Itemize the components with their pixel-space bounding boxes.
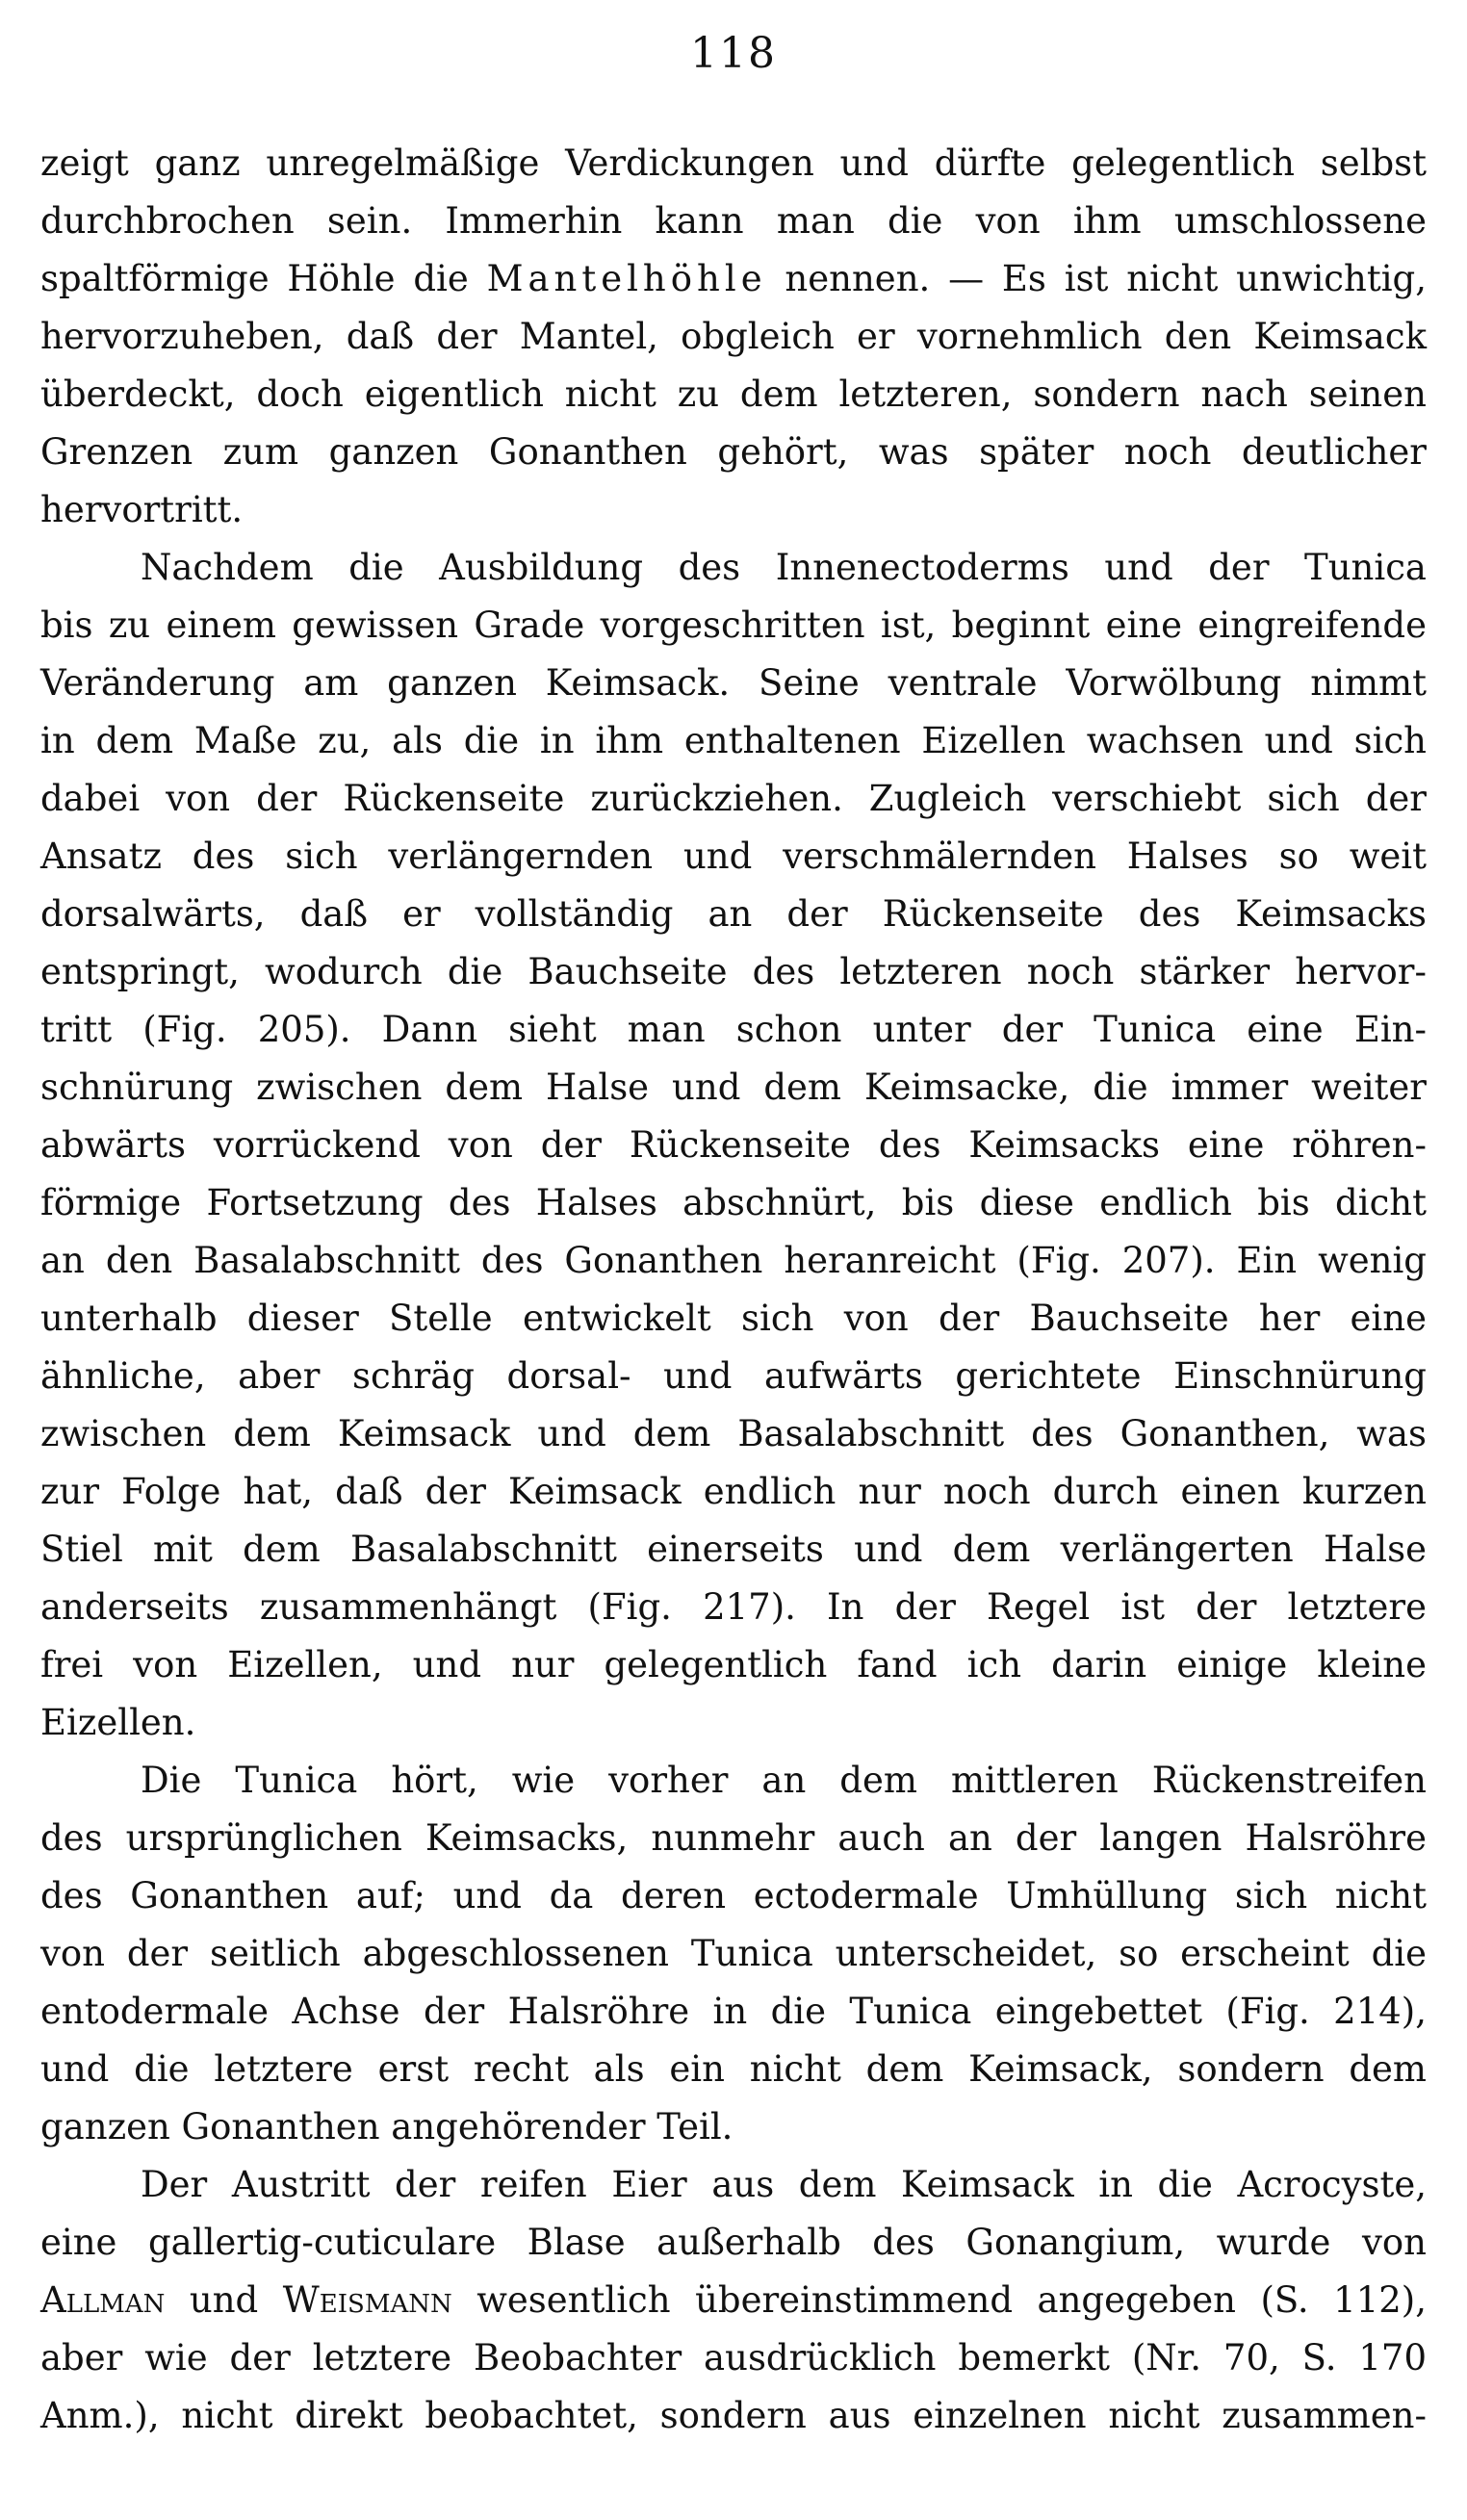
text-segment: spaltförmige Höhle die [40,258,487,299]
page-number: 118 [690,29,777,78]
text-line: förmige Fortsetzung des Halses abschnürt, bis diese endlich bis dicht [40,1182,1427,1223]
text-line [40,2272,1427,2329]
text-line [40,250,1427,308]
text-line: und die letztere erst recht als ein nicht dem Keimsack, sondern dem [40,2048,1427,2090]
text-line: dorsalwärts, daß er vollständig an der Rückenseite des Keimsacks [40,893,1427,935]
text-line: eine gallertig-cuticulare Blase außerhalb des Gonangium, wurde von [40,2222,1427,2263]
text-line: von der seitlich abgeschlossenen Tunica unterscheidet, so erscheint die [40,1933,1427,1974]
text-line: Anm.), nicht direkt beobachtet, sondern aus einzelnen nicht zusammen- [40,2395,1427,2436]
text-line: bis zu einem gewissen Grade vorgeschritten ist, beginnt eine eingreifende [40,604,1427,646]
text-line: überdeckt, doch eigentlich nicht zu dem letzteren, sondern nach seinen [40,373,1427,415]
author-name: Allman [40,2279,166,2321]
text-line: frei von Eizellen, und nur gelegentlich fand ich darin einige kleine [40,1644,1427,1685]
text-line: zwischen dem Keimsack und dem Basalabschnitt des Gonanthen, was [40,1413,1427,1454]
text-line: abwärts vorrückend von der Rückenseite des Keimsacks eine röhren- [40,1124,1427,1166]
text-line: schnürung zwischen dem Halse und dem Keimsacke, die immer weiter [40,1067,1427,1108]
text-line: hervortritt. [40,489,244,530]
text-line: Der Austritt der reifen Eier aus dem Keimsack in die Acrocyste, [141,2164,1427,2205]
text-line: entodermale Achse der Halsröhre in die Tunica eingebettet (Fig. 214), [40,1991,1427,2032]
text-line: Stiel mit dem Basalabschnitt einerseits und dem verlängerten Halse [40,1529,1427,1570]
text-segment: wesentlich übereinstimmend angegeben (S. 112), [451,2279,1427,2321]
text-line: ganzen Gonanthen angehörender Teil. [40,2106,734,2147]
text-line: aber wie der letztere Beobachter ausdrücklich bemerkt (Nr. 70, S. 170 [40,2337,1427,2379]
text-line: dabei von der Rückenseite zurückziehen. Zugleich verschiebt sich der [40,778,1427,819]
text-segment: und [165,2279,283,2321]
text-segment: nennen. — Es ist nicht unwichtig, [766,258,1427,299]
text-line: Die Tunica hört, wie vorher an dem mittleren Rückenstreifen [141,1760,1427,1801]
text-line: Nachdem die Ausbildung des Innenectoderms und der Tunica [141,547,1427,588]
text-line: tritt (Fig. 205). Dann sieht man schon unter der Tunica eine Ein- [40,1009,1427,1050]
text-line: durchbrochen sein. Immerhin kann man die von ihm umschlossene [40,200,1427,242]
text-line: entspringt, wodurch die Bauchseite des letzteren noch stärker hervor- [40,951,1427,992]
text-line: in dem Maße zu, als die in ihm enthaltenen Eizellen wachsen und sich [40,720,1427,761]
text-line: Eizellen. [40,1702,196,1743]
author-name: Weismann [282,2279,452,2321]
text-line: Ansatz des sich verlängernden und verschmälernden Halses so weit [40,836,1427,877]
text-line: Veränderung am ganzen Keimsack. Seine ventrale Vorwölbung nimmt [40,662,1427,704]
text-line: des ursprünglichen Keimsacks, nunmehr auch an der langen Halsröhre [40,1817,1427,1859]
text-line: ähnliche, aber schräg dorsal- und aufwärts gerichtete Einschnürung [40,1355,1427,1397]
text-line: an den Basalabschnitt des Gonanthen heranreicht (Fig. 207). Ein wenig [40,1240,1427,1281]
body-text [40,135,1427,2445]
text-line: zeigt ganz unregelmäßige Verdickungen und dürfte gelegentlich selbst [40,142,1427,184]
text-line: des Gonanthen auf; und da deren ectodermale Umhüllung sich nicht [40,1875,1427,1916]
text-line: anderseits zusammenhängt (Fig. 217). In der Regel ist der letztere [40,1586,1427,1628]
text-line: Grenzen zum ganzen Gonanthen gehört, was später noch deutlicher [40,431,1427,473]
text-line: hervorzuheben, daß der Mantel, obgleich er vornehmlich den Keimsack [40,316,1427,357]
text-line: unterhalb dieser Stelle entwickelt sich von der Bauchseite her eine [40,1298,1427,1339]
text-line: zur Folge hat, daß der Keimsack endlich nur noch durch einen kurzen [40,1471,1427,1512]
spaced-term: Mantelhöhle [486,258,767,299]
